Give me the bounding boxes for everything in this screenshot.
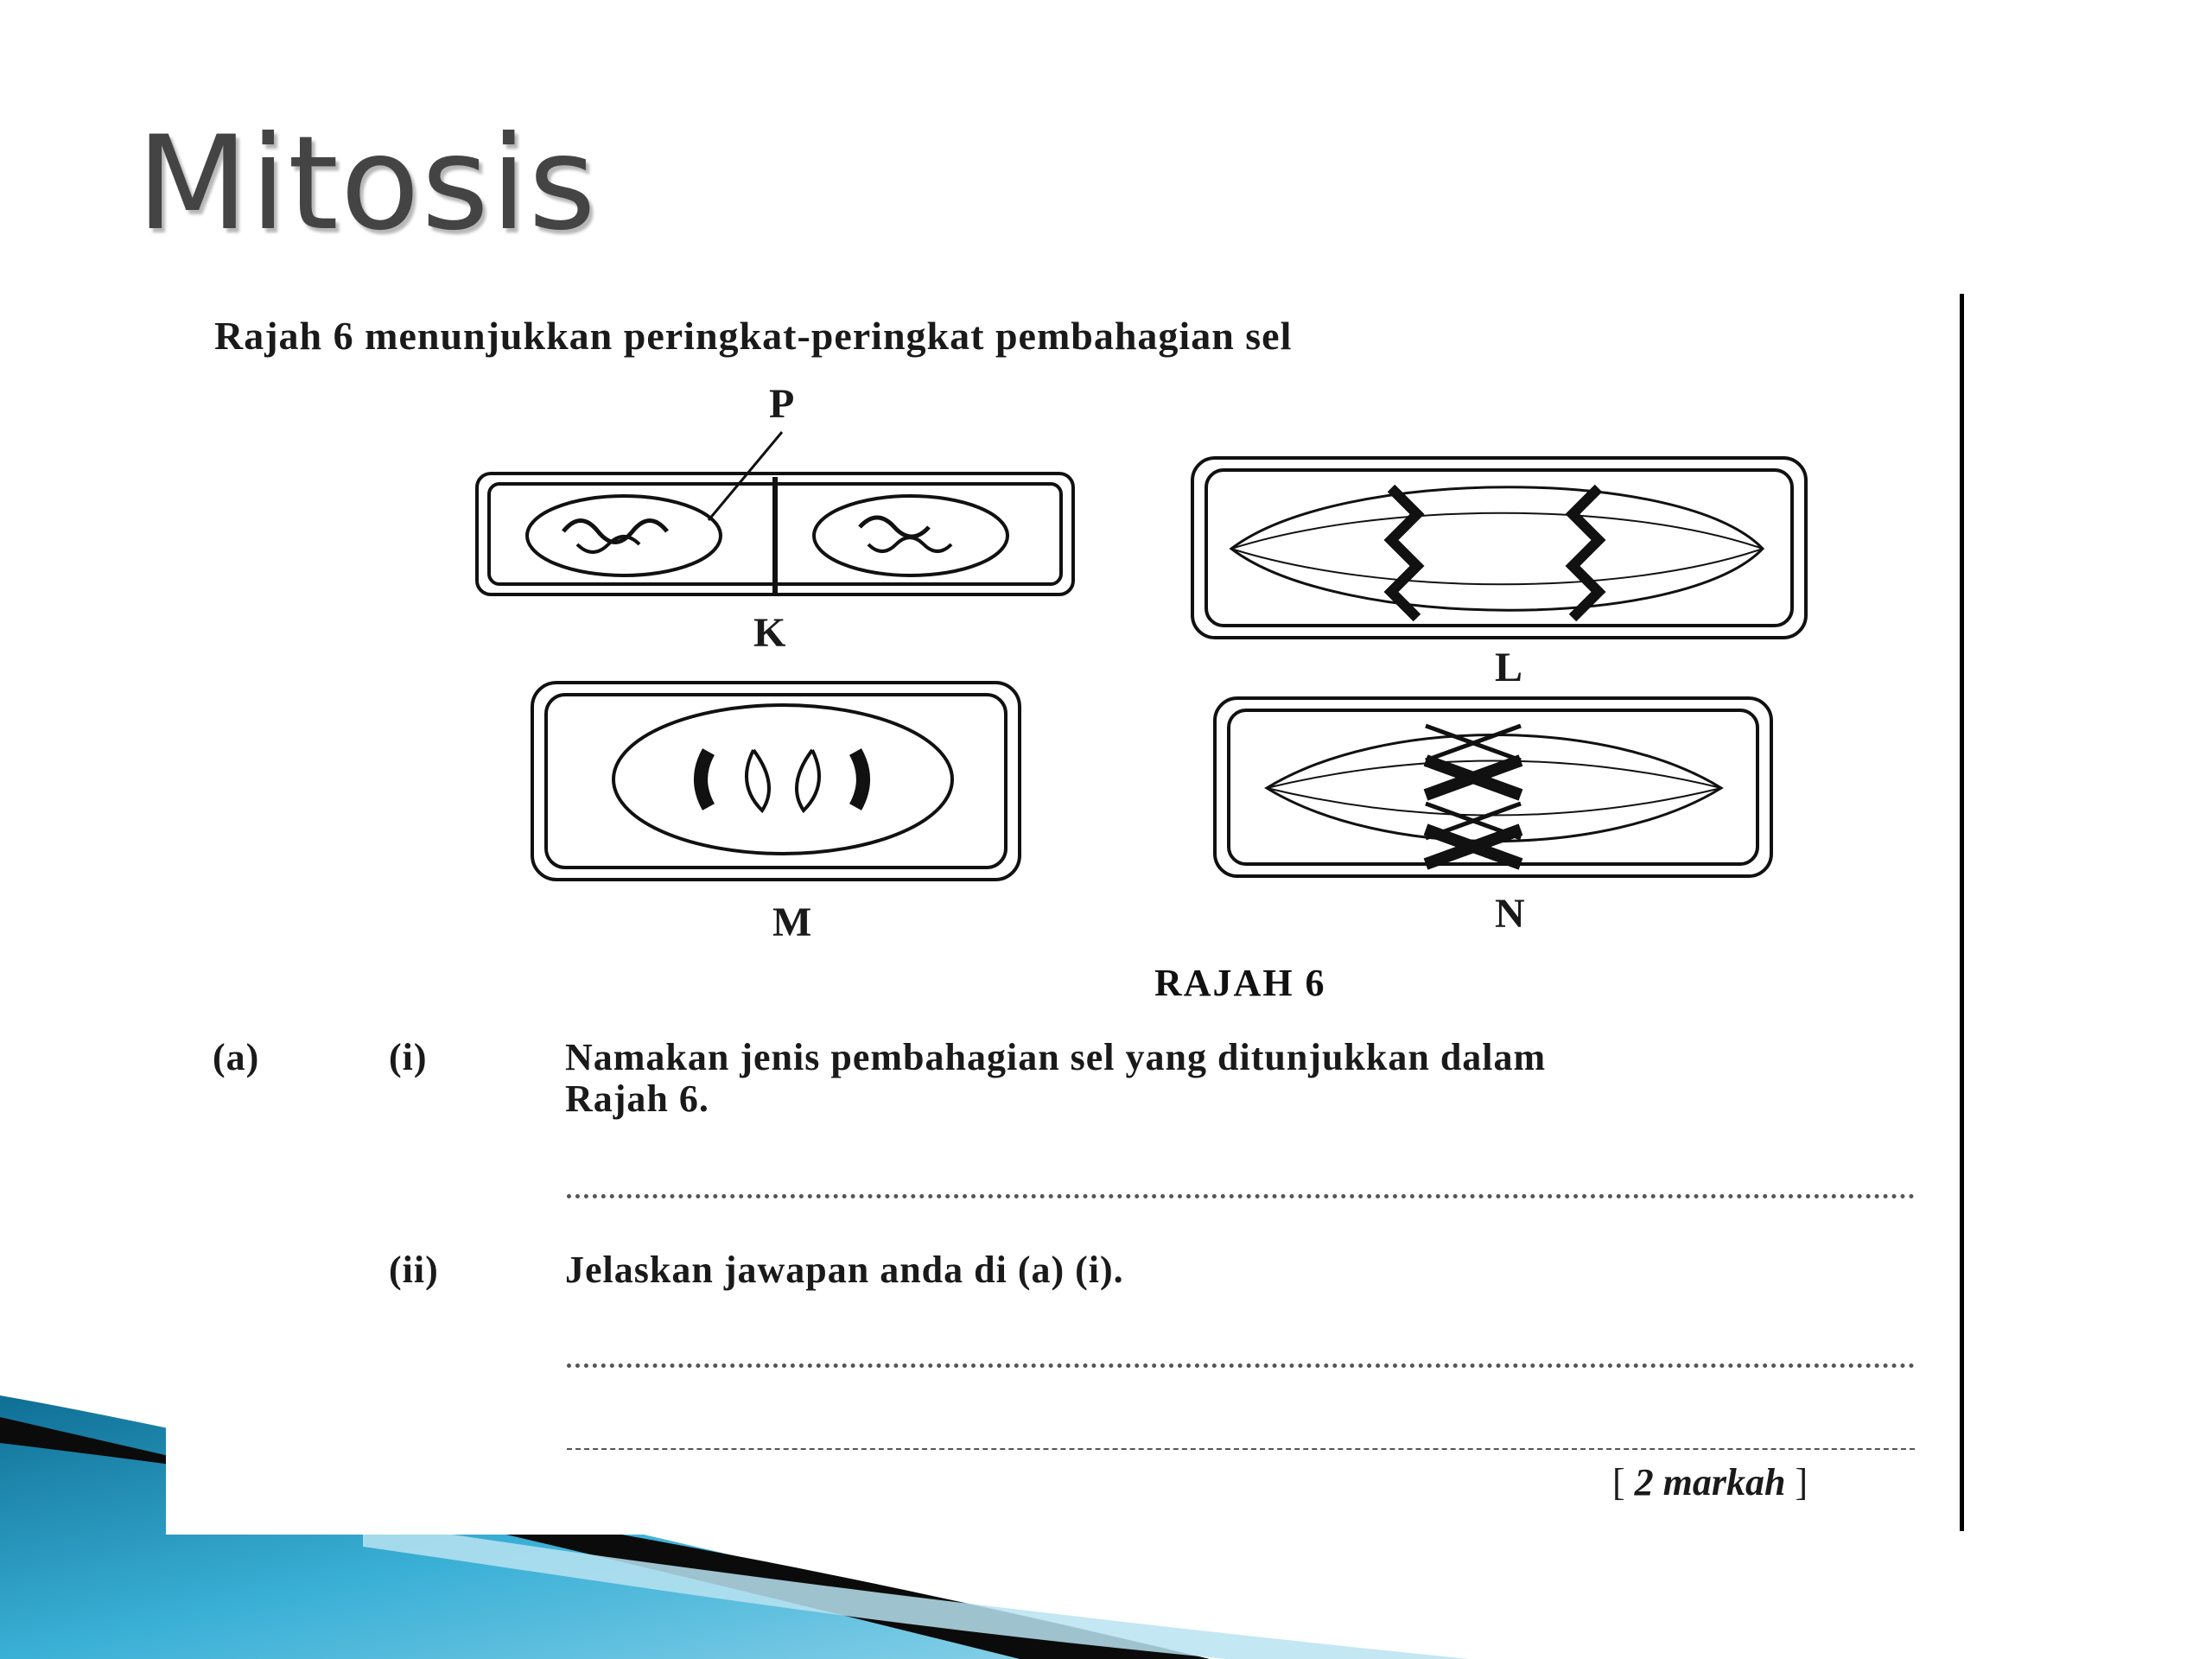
answer-line-ii-1[interactable] [567, 1363, 1915, 1368]
sub-ii-label: (ii) [389, 1249, 439, 1291]
slide-title: Mitosis [137, 109, 598, 259]
marks-indicator [1612, 1460, 1808, 1504]
question-intro: Rajah 6 menunjukkan peringkat-peringkat pembahagian sel [214, 314, 1293, 358]
label-m: M [772, 899, 812, 945]
cell-k-drawing [477, 432, 1073, 594]
label-l: L [1495, 645, 1523, 690]
part-a-label: (a) [213, 1036, 260, 1078]
label-n: N [1495, 891, 1525, 937]
label-p: P [769, 381, 795, 427]
sub-ii-question: Jelaskan jawapan anda di (a) (i). [565, 1249, 1124, 1291]
answer-line-ii-2[interactable] [567, 1448, 1915, 1450]
label-k: K [753, 610, 786, 656]
sub-i-label: (i) [389, 1036, 428, 1078]
figure-caption: RAJAH 6 [1154, 962, 1326, 1004]
marks-close-bracket: ] [1795, 1461, 1808, 1503]
cell-n-drawing [1215, 698, 1771, 876]
answer-line-i[interactable] [567, 1194, 1915, 1198]
sub-i-question-line1: Namakan jenis pembahagian sel yang ditunjukkan dalam [565, 1036, 1547, 1078]
marks-value: 2 markah [1634, 1461, 1786, 1503]
sub-i-question-line2: Rajah 6. [565, 1077, 709, 1120]
cell-l-drawing [1192, 458, 1806, 638]
marks-open-bracket: [ [1612, 1461, 1625, 1503]
cell-m-drawing [532, 683, 1020, 880]
